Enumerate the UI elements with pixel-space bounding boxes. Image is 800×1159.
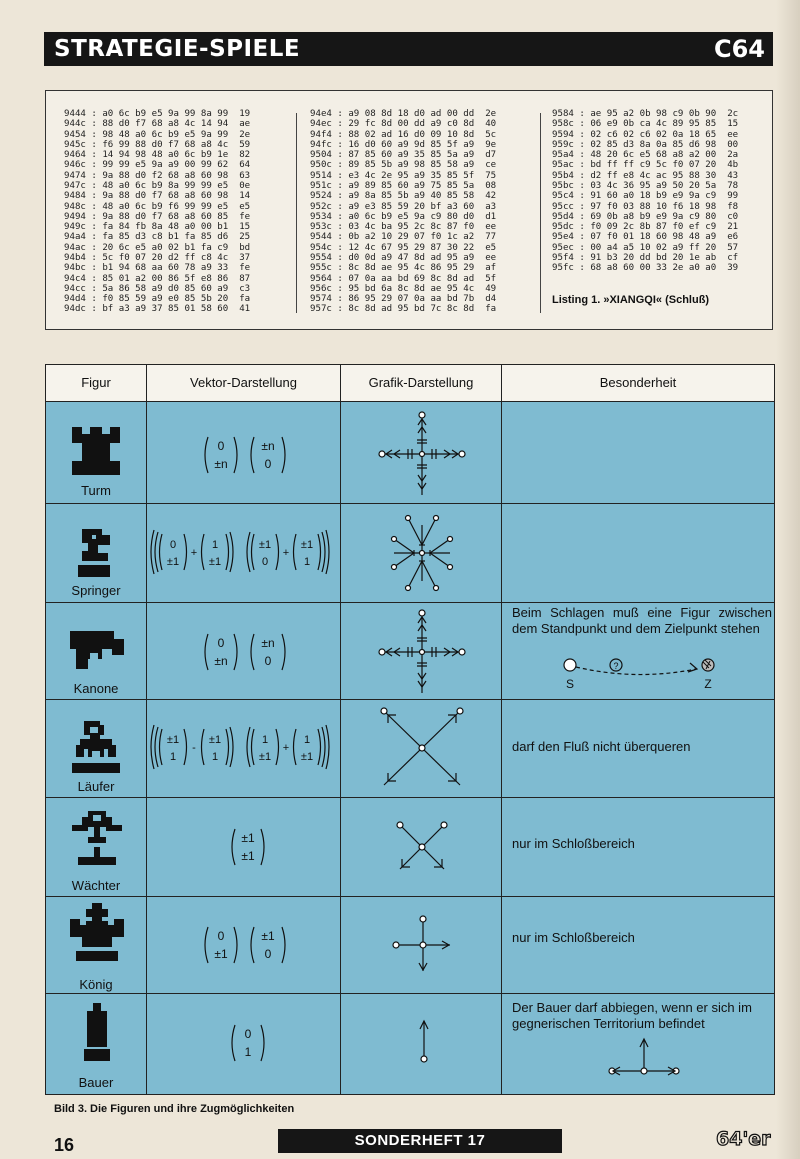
vector-cell	[229, 825, 269, 874]
listing-line: 9584 : ae 95 a2 0b 98 c9 0b 90 2c	[552, 109, 739, 119]
vector-value: ±1	[208, 556, 222, 568]
vector-value: 0	[217, 439, 225, 453]
listing-line: 949c : fa 84 fb 8a 48 a0 00 b1 15	[64, 222, 251, 233]
listing-line: 95b4 : d2 ff e8 4c ac 95 88 30 43	[552, 170, 739, 181]
listing-line: 95a4 : 48 20 6c e5 68 a8 a2 00 2a	[552, 150, 739, 161]
column-divider	[540, 113, 541, 313]
king-icon	[64, 901, 130, 967]
listing-line: 94ac : 20 6c e5 a0 02 b1 fa c9 bd	[64, 242, 251, 253]
grid-line	[46, 993, 774, 994]
platform-badge: C64	[713, 35, 765, 63]
listing-caption: Listing 1. »XIANGQI« (Schluß)	[552, 294, 710, 306]
note-koenig: nur im Schloßbereich	[512, 930, 635, 945]
listing-line: 9554 : d0 0d a9 47 8d ad 95 a9 ee	[310, 252, 497, 263]
listing-line: 946c : 99 99 e5 9a a9 00 99 62 64	[64, 160, 251, 171]
listing-line: 95f4 : 91 b3 20 dd bd 20 1e ab cf	[552, 252, 739, 263]
page-edge	[776, 0, 800, 1159]
listing-line: 954c : 12 4c 67 95 29 87 30 22 e5	[310, 242, 497, 253]
figure-name: Kanone	[73, 681, 119, 696]
listing-line: 95bc : 03 4c 36 95 a9 50 20 5a 78	[552, 180, 739, 191]
listing-line: 95e4 : 07 f0 01 18 60 98 48 a9 e6	[552, 232, 739, 243]
listing-column-3	[552, 109, 738, 274]
listing-line: 947c : 48 a0 6c b9 8a 99 99 e5 0e	[64, 180, 251, 191]
listing-line: 94b4 : 5c f0 07 20 d2 ff c8 4c 37	[64, 252, 251, 263]
vector-value: 1	[303, 556, 311, 568]
rook-move-diagram	[374, 409, 470, 499]
vector-notation	[229, 825, 269, 869]
figure-name: Läufer	[77, 779, 115, 794]
grid-line	[46, 797, 774, 798]
vector-cell	[150, 528, 338, 581]
guard-icon	[64, 809, 130, 871]
listing-line: 948c : 48 a0 6c b9 f6 99 99 e5 e5	[64, 201, 251, 212]
knight-move-diagram	[374, 508, 470, 598]
vector-value: ±1	[241, 849, 255, 863]
listing-line: 9444 : a0 6c b9 e5 9a 99 8a 99 19	[64, 109, 251, 119]
vector-value: 1	[303, 734, 311, 746]
listing-line: 9454 : 98 48 a0 6c b9 e5 9a 99 2e	[64, 129, 251, 140]
vector-value: 1	[244, 1045, 252, 1059]
listing-line: 9484 : 9a 88 d0 f7 68 a8 60 98 14	[64, 191, 251, 202]
listing-line: 94e4 : a9 08 8d 18 d0 ad 00 dd 2e	[310, 109, 497, 119]
guard-move-diagram	[392, 817, 452, 877]
vector-value: ±1	[208, 734, 222, 746]
vector-value: ±1	[166, 734, 180, 746]
listing-line: 95dc : f0 09 2c 8b 87 f0 ef c9 21	[552, 222, 739, 233]
grid-line	[46, 401, 774, 402]
listing-line: 9504 : 87 85 60 a9 35 85 5a a9 d7	[310, 150, 497, 161]
vector-value: ±1	[261, 929, 275, 943]
vector-value: ±1	[241, 831, 255, 845]
bishop-icon	[68, 719, 124, 779]
listing-line: 9514 : e3 4c 2e 95 a9 35 85 5f 75	[310, 170, 497, 181]
operator: +	[282, 742, 290, 754]
listing-line: 94bc : b1 94 68 aa 60 78 a9 33 fe	[64, 263, 251, 274]
vector-value: 0	[264, 947, 272, 961]
listing-line: 945c : f6 99 88 d0 f7 68 a8 4c 59	[64, 139, 251, 150]
listing-line: 9524 : a9 8a 85 5b a9 40 85 58 42	[310, 191, 497, 202]
listing-line: 95fc : 68 a8 60 00 33 2e a0 a0 39	[552, 263, 739, 274]
vector-value: ±n	[261, 636, 275, 650]
listing-line: 957c : 8c 8d ad 95 bd 7c 8c 8d fa	[310, 304, 497, 315]
operator: +	[190, 547, 198, 559]
vector-value: 0	[217, 636, 225, 650]
listing-line: 94f4 : 88 02 ad 16 d0 09 10 8d 5c	[310, 129, 497, 140]
listing-line: 95c4 : 91 60 a0 18 b9 e9 9a c9 99	[552, 191, 739, 202]
listing-line: 95ec : 00 a4 a5 10 02 a9 ff 20 57	[552, 242, 739, 253]
figure-name: Bauer	[78, 1075, 114, 1090]
figure-name: Wächter	[71, 878, 121, 893]
vector-notation	[150, 528, 338, 576]
listing-line: 959c : 02 85 d3 8a 0a 85 d6 98 00	[552, 139, 739, 150]
pawn-icon	[82, 1001, 112, 1067]
note-bauer: Der Bauer darf abbiegen, wenn er sich im gegnerischen Territorium befindet	[512, 1000, 752, 1031]
note-waechter: nur im Schloßbereich	[512, 836, 635, 851]
vector-value: 1	[169, 751, 177, 763]
listing-line: 94ec : 29 fc 8d 00 dd a9 c0 8d 40	[310, 119, 497, 130]
listing-line: 9534 : a0 6c b9 e5 9a c9 80 d0 d1	[310, 211, 497, 222]
vector-value: ±1	[214, 947, 228, 961]
pawn-turn-diagram	[604, 1031, 684, 1081]
grid-line	[146, 365, 147, 1094]
listing-line: 955c : 8c 8d ae 95 4c 86 95 29 af	[310, 263, 497, 274]
column-divider	[296, 113, 297, 313]
header-grafik: Grafik-Darstellung	[368, 375, 474, 390]
listing-line: 958c : 06 e9 0b ca 4c 89 95 85 15	[552, 119, 739, 130]
vector-cell	[202, 630, 292, 679]
figure-name: Springer	[71, 583, 121, 598]
pawn-move-diagram	[414, 1015, 434, 1065]
listing-line: 9574 : 86 95 29 07 0a aa bd 7b d4	[310, 294, 497, 305]
page-number: 16	[54, 1135, 75, 1155]
vector-value: ±n	[261, 439, 275, 453]
grid-line	[46, 602, 774, 603]
figure-caption: Bild 3. Die Figuren und ihre Zugmöglichkeiten	[54, 1103, 295, 1115]
grid-line	[340, 365, 341, 1094]
vector-cell	[202, 923, 292, 972]
listing-line: 956c : 95 bd 6a 8c 8d ae 95 4c 49	[310, 283, 497, 294]
header-figur: Figur	[81, 375, 111, 390]
listing-line: 952c : a9 e3 85 59 20 bf a3 60 a3	[310, 201, 497, 212]
listing-line: 950c : 89 85 5b a9 98 85 58 a9 ce	[310, 160, 497, 171]
pieces-table	[45, 364, 775, 1095]
listing-line: 9594 : 02 c6 02 c6 02 0a 18 65 ee	[552, 129, 739, 140]
header-vektor: Vektor-Darstellung	[190, 375, 297, 390]
listing-column-2	[310, 109, 496, 315]
vector-value: ±n	[214, 654, 228, 668]
listing-column-1	[64, 109, 250, 315]
operator: -	[192, 742, 196, 754]
vector-value: 1	[261, 734, 269, 746]
listing-line: 94c4 : 85 01 a2 00 86 5f e8 86 87	[64, 273, 251, 284]
listing-line: 9564 : 07 0a aa bd 69 8c 8d ad 5f	[310, 273, 497, 284]
vector-cell	[229, 1021, 269, 1070]
listing-line: 9494 : 9a 88 d0 f7 68 a8 60 85 fe	[64, 211, 251, 222]
vector-value: ±1	[300, 751, 314, 763]
listing-line: 94d4 : f0 85 59 a9 e0 85 5b 20 fa	[64, 294, 251, 305]
grid-line	[46, 699, 774, 700]
vector-notation	[150, 723, 338, 771]
listing-line: 951c : a9 89 85 60 a9 75 85 5a 08	[310, 180, 497, 191]
knight-icon	[68, 525, 124, 583]
vector-value: ±1	[166, 556, 180, 568]
note-kanone: Beim Schlagen muß eine Figur zwischen dem Standpunkt und dem Zielpunkt stehen	[512, 605, 772, 636]
note-laeufer: darf den Fluß nicht überqueren	[512, 739, 691, 754]
listing-line: 95cc : 97 f0 03 88 10 f6 18 98 f8	[552, 201, 739, 212]
listing-line: 95d4 : 69 0b a8 b9 e9 9a c9 80 c0	[552, 211, 739, 222]
vector-value: ±1	[258, 751, 272, 763]
start-label: S	[565, 677, 575, 691]
target-label: Z	[704, 677, 712, 691]
vector-cell	[150, 723, 338, 776]
code-listing	[45, 90, 773, 330]
vector-cell	[202, 433, 292, 482]
intermediate-label: ?	[613, 661, 619, 671]
capture-diagram	[556, 653, 726, 693]
vector-value: ±1	[258, 539, 272, 551]
vector-value: ±n	[214, 457, 228, 471]
magazine-logo: 64'er	[716, 1128, 771, 1150]
section-title: STRATEGIE-SPIELE	[54, 36, 301, 62]
vector-value: 0	[244, 1027, 252, 1041]
listing-line: 94a4 : fa 85 d3 c8 b1 fa 85 d6 25	[64, 232, 251, 243]
vector-value: 0	[261, 556, 269, 568]
listing-line: 9464 : 14 94 98 48 a0 6c b9 1e 82	[64, 150, 251, 161]
vector-value: 0	[169, 539, 177, 551]
listing-line: 9474 : 9a 88 d0 f2 68 a8 60 98 63	[64, 170, 251, 181]
listing-line: 95ac : bd ff ff c9 5c f0 07 20 4b	[552, 160, 739, 171]
vector-notation	[202, 630, 292, 674]
vector-value: 1	[211, 751, 219, 763]
cannon-move-diagram	[374, 607, 470, 697]
listing-line: 9544 : 0b a2 10 29 07 f0 1c a2 77	[310, 232, 497, 243]
listing-line: 94cc : 5a 86 58 a9 d0 85 60 a9 c3	[64, 283, 251, 294]
grid-line	[46, 896, 774, 897]
grid-line	[46, 503, 774, 504]
king-move-diagram	[390, 913, 456, 977]
vector-value: 0	[264, 457, 272, 471]
bishop-move-diagram	[374, 703, 470, 793]
table-header	[46, 365, 774, 402]
operator: +	[282, 547, 290, 559]
listing-line: 94dc : bf a3 a9 37 85 01 58 60 41	[64, 304, 251, 315]
vector-notation	[202, 433, 292, 477]
vector-notation	[202, 923, 292, 967]
listing-line: 94fc : 16 d0 60 a9 9d 85 5f a9 9e	[310, 139, 497, 150]
footer-title: SONDERHEFT 17	[278, 1129, 562, 1153]
listing-line: 953c : 03 4c ba 95 2c 8c 87 f0 ee	[310, 222, 497, 233]
grid-line	[501, 365, 502, 1094]
vector-value: ±1	[300, 539, 314, 551]
vector-value: 1	[211, 539, 219, 551]
listing-line: 944c : 88 d0 f7 68 a8 4c 14 94 ae	[64, 119, 251, 130]
section-header	[44, 32, 773, 66]
figure-name: Turm	[81, 483, 111, 498]
vector-value: 0	[264, 654, 272, 668]
header-besonderheit: Besonderheit	[599, 375, 677, 390]
vector-value: 0	[217, 929, 225, 943]
figure-name: König	[79, 977, 113, 992]
rook-icon	[68, 425, 124, 481]
cannon-icon	[68, 627, 126, 677]
vector-notation	[229, 1021, 269, 1065]
